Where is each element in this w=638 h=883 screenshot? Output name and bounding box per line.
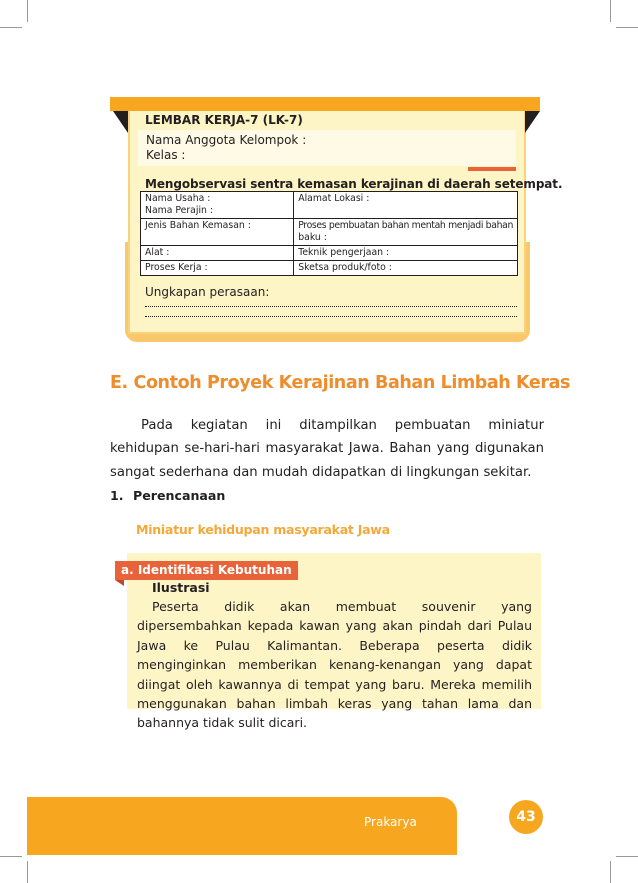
table-cell: Alamat Lokasi :	[294, 192, 518, 219]
answer-dotted-line	[145, 306, 517, 307]
process-label-line1: Proses pembuatan bahan mentah menjadi bahan	[298, 220, 513, 231]
table-row	[141, 246, 518, 261]
table-cell: Proses Kerja :	[141, 261, 294, 276]
worksheet-top-bar	[110, 97, 540, 111]
table-cell	[141, 192, 294, 219]
section-heading: E. Contoh Proyek Kerajinan Bahan Limbah Keras	[110, 373, 571, 393]
ribbon-fold-left	[113, 111, 128, 133]
planning-number: 1.	[110, 488, 124, 503]
crop-mark	[610, 861, 611, 883]
ribbon-fold-right	[525, 111, 540, 133]
identification-paragraph: Peserta didik akan membuat souvenir yang dipersembahkan kepada kawan yang akan pindah dari Pulau Jawa ke Pulau Kalimantan. Beberapa peserta didik menginginkan memberikan kenang-kenangan yang dapat diingat oleh kawannya di tempat yang baru. Mereka memilih menggunakan bahan limbah keras yang tahan lama dan bahannya tidak sulit dicari.	[137, 599, 532, 731]
class-label: Kelas :	[146, 148, 186, 162]
planning-heading	[110, 488, 225, 503]
worksheet-title: LEMBAR KERJA-7 (LK-7)	[145, 113, 303, 127]
crop-mark	[27, 0, 28, 22]
table-row	[141, 219, 518, 246]
planning-subheading: Miniatur kehidupan masyarakat Jawa	[136, 522, 390, 537]
crop-mark	[0, 27, 22, 28]
observation-table	[140, 191, 518, 276]
crop-mark	[616, 27, 638, 28]
craftsman-name-label: Nama Perajin :	[145, 205, 214, 216]
group-info-panel	[138, 130, 516, 166]
table-row	[141, 261, 518, 276]
page-number: 43	[509, 800, 543, 834]
business-name-label: Nama Usaha :	[145, 193, 211, 204]
ilustrasi-heading: Ilustrasi	[152, 580, 210, 595]
book-title: Prakarya	[364, 815, 417, 829]
crop-mark	[0, 856, 22, 857]
label-fold	[115, 580, 124, 586]
group-members-label: Nama Anggota Kelompok :	[146, 133, 307, 147]
table-cell	[294, 219, 518, 246]
feelings-label: Ungkapan perasaan:	[145, 285, 270, 299]
planning-title: Perencanaan	[133, 488, 226, 503]
answer-dotted-line	[145, 316, 517, 317]
intro-paragraph: Pada kegiatan ini ditampilkan pembuatan miniatur kehidupan se-hari-hari masyarakat Jawa. Bahan yang digunakan sangat sederhana dan mudah didapatkan di lingkungan sekitar.	[110, 418, 544, 480]
table-cell: Teknik pengerjaan :	[294, 246, 518, 261]
crop-mark	[610, 0, 611, 22]
crop-mark	[27, 861, 28, 883]
identification-label: a. Identifikasi Kebutuhan	[115, 561, 298, 580]
worksheet-instruction: Mengobservasi sentra kemasan kerajinan di daerah setempat.	[145, 177, 563, 191]
table-cell: Sketsa produk/foto :	[294, 261, 518, 276]
crop-mark	[616, 856, 638, 857]
accent-bar	[468, 167, 516, 171]
table-row	[141, 192, 518, 219]
process-label-line2: baku :	[298, 232, 327, 243]
table-cell: Alat :	[141, 246, 294, 261]
table-cell: Jenis Bahan Kemasan :	[141, 219, 294, 246]
